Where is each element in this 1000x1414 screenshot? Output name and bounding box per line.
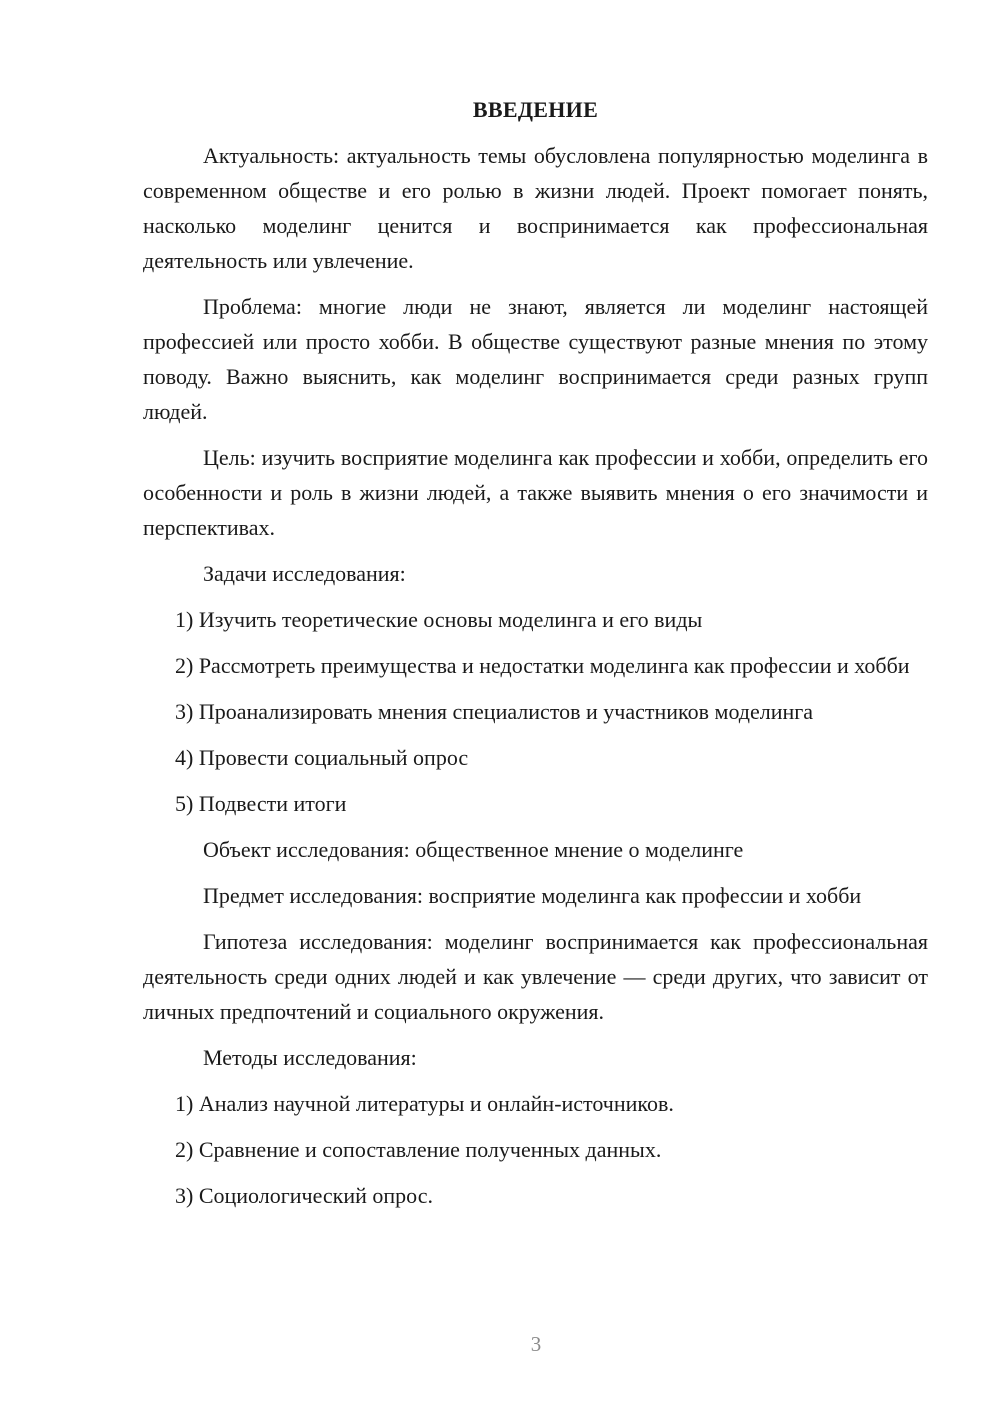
methods-heading: Методы исследования:	[203, 1045, 417, 1070]
page-content	[143, 92, 928, 1224]
task-item: 3) Проанализировать мнения специалистов и участников моделинга	[175, 699, 814, 724]
problem-paragraph: Проблема: многие люди не знают, является ли моделинг настоящей профессией или просто хобби. В обществе существуют разные мнения по этому поводу. Важно выяснить, как моделинг воспринимается среди разных групп людей.	[143, 294, 928, 424]
hypothesis-paragraph: Гипотеза исследования: моделинг воспринимается как профессиональная деятельность среди одних людей и как увлечение — среди других, что зависит от личных предпочтений и социального окружения.	[143, 929, 928, 1024]
method-item: 2) Сравнение и сопоставление полученных данных.	[175, 1137, 662, 1162]
task-item: 4) Провести социальный опрос	[175, 745, 469, 770]
object-paragraph: Объект исследования: общественное мнение о моделинге	[203, 837, 744, 862]
task-item: 2) Рассмотреть преимущества и недостатки моделинга как профессии и хобби	[175, 653, 910, 678]
page-number: 3	[530, 1332, 542, 1356]
subject-paragraph: Предмет исследования: восприятие моделинга как профессии и хобби	[203, 883, 862, 908]
task-item: 1) Изучить теоретические основы моделинга и его виды	[175, 607, 703, 632]
section-title: ВВЕДЕНИЕ	[472, 97, 599, 122]
method-item: 3) Социологический опрос.	[175, 1183, 433, 1208]
method-item: 1) Анализ научной литературы и онлайн-источников.	[175, 1091, 674, 1116]
relevance-paragraph: Актуальность: актуальность темы обусловлена популярностью моделинга в современном обществе и его ролью в жизни людей. Проект помогает понять, насколько моделинг ценится и воспринимается как профессиональная деятельность или увлечение.	[143, 143, 928, 273]
goal-paragraph: Цель: изучить восприятие моделинга как профессии и хобби, определить его особенности и роль в жизни людей, а также выявить мнения о его значимости и перспективах.	[143, 445, 928, 540]
tasks-heading: Задачи исследования:	[203, 561, 406, 586]
task-item: 5) Подвести итоги	[175, 791, 347, 816]
